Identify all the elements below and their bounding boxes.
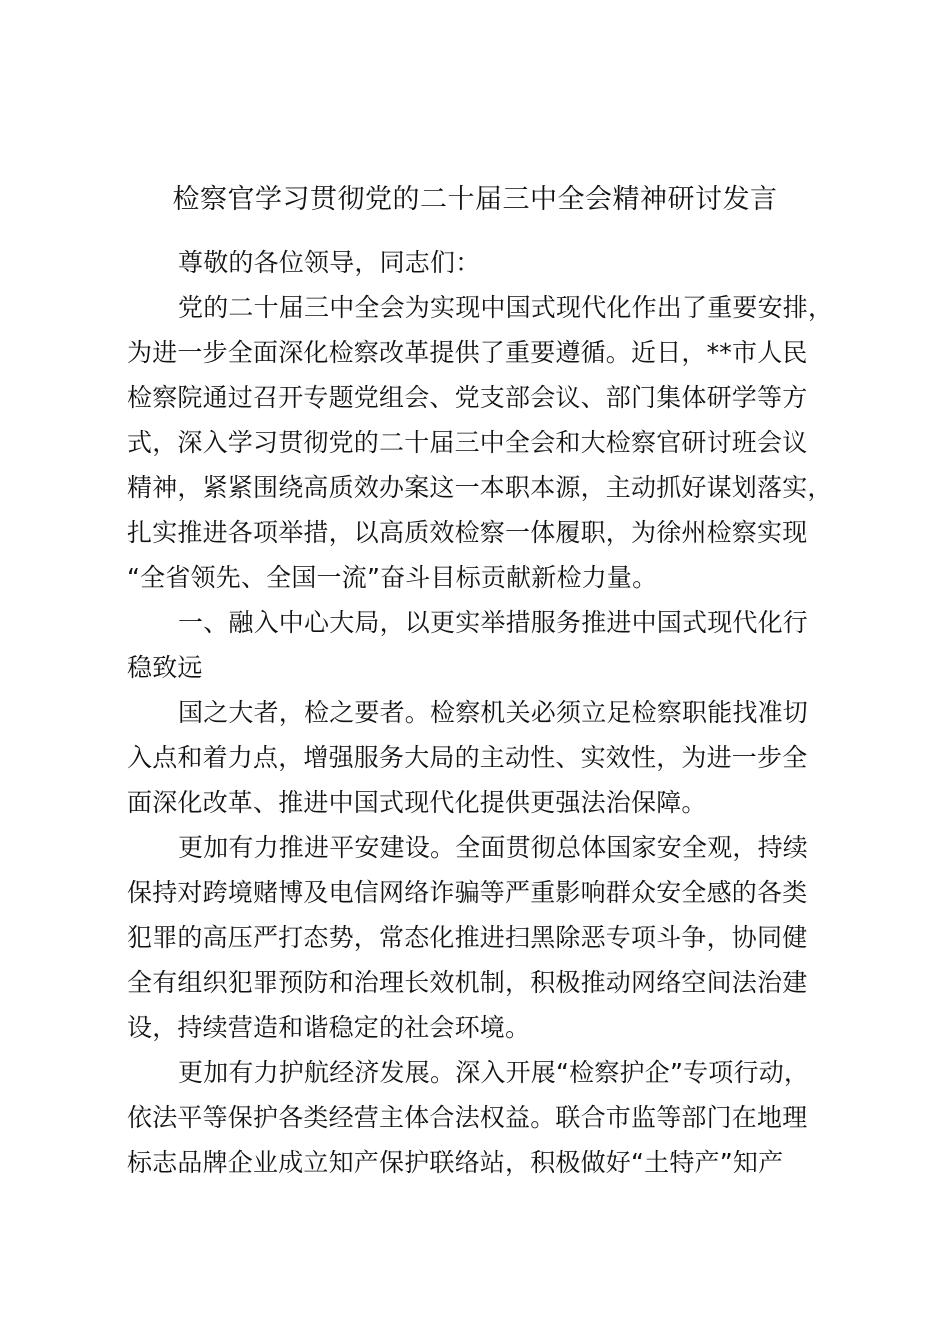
heading-line: 稳致远	[127, 653, 203, 682]
paragraph-overview	[127, 690, 827, 825]
paragraph-line: 面深化改革、推进中国式现代化提供更强法治保障。	[127, 788, 707, 817]
paragraph-line: 更加有力推进平安建设。全面贯彻总体国家安全观，持续	[178, 833, 809, 862]
section-heading	[127, 600, 827, 690]
paragraph-economy	[127, 1050, 827, 1185]
paragraph-line: 入点和着力点，增强服务大局的主动性、实效性，为进一步全	[127, 743, 808, 772]
paragraph-line: 国之大者，检之要者。检察机关必须立足检察职能找准切	[178, 698, 809, 727]
paragraph-line: 设，持续营造和谐稳定的社会环境。	[127, 1013, 531, 1042]
paragraph-line: “全省领先、全国一流”奋斗目标贡献新检力量。	[127, 563, 658, 592]
paragraph-safety	[127, 825, 827, 1050]
paragraph-line: 保持对跨境赌博及电信网络诈骗等严重影响群众安全感的各类	[127, 878, 808, 907]
heading-line: 一、融入中心大局，以更实举措服务推进中国式现代化行	[178, 608, 809, 637]
paragraph-line: 犯罪的高压严打态势，常态化推进扫黑除恶专项斗争，协同健	[127, 923, 808, 952]
document-title: 检察官学习贯彻党的二十届三中全会精神研讨发言	[172, 184, 778, 215]
paragraph-line: 为进一步全面深化检察改革提供了重要遵循。近日，**市人民	[127, 338, 808, 367]
salutation: 尊敬的各位领导，同志们：	[178, 248, 481, 277]
document-body	[127, 240, 834, 1185]
paragraph-line: 检察院通过召开专题党组会、党支部会议、部门集体研学等方	[127, 383, 808, 412]
paragraph-line: 精神，紧紧围绕高质效办案这一本职本源，主动抓好谋划落实，	[127, 473, 833, 502]
paragraph-line: 标志品牌企业成立知产保护联络站，积极做好“土特产”知产	[127, 1148, 784, 1177]
paragraph-line: 更加有力护航经济发展。深入开展“检察护企”专项行动，	[178, 1058, 810, 1087]
paragraph-intro	[127, 285, 834, 600]
paragraph-line: 全有组织犯罪预防和治理长效机制，积极推动网络空间法治建	[127, 968, 808, 997]
paragraph-line: 党的二十届三中全会为实现中国式现代化作出了重要安排，	[178, 293, 834, 322]
paragraph-line: 依法平等保护各类经营主体合法权益。联合市监等部门在地理	[127, 1103, 808, 1132]
paragraph-line: 扎实推进各项举措，以高质效检察一体履职，为徐州检察实现	[127, 518, 808, 547]
paragraph-line: 式，深入学习贯彻党的二十届三中全会和大检察官研讨班会议	[127, 428, 808, 457]
